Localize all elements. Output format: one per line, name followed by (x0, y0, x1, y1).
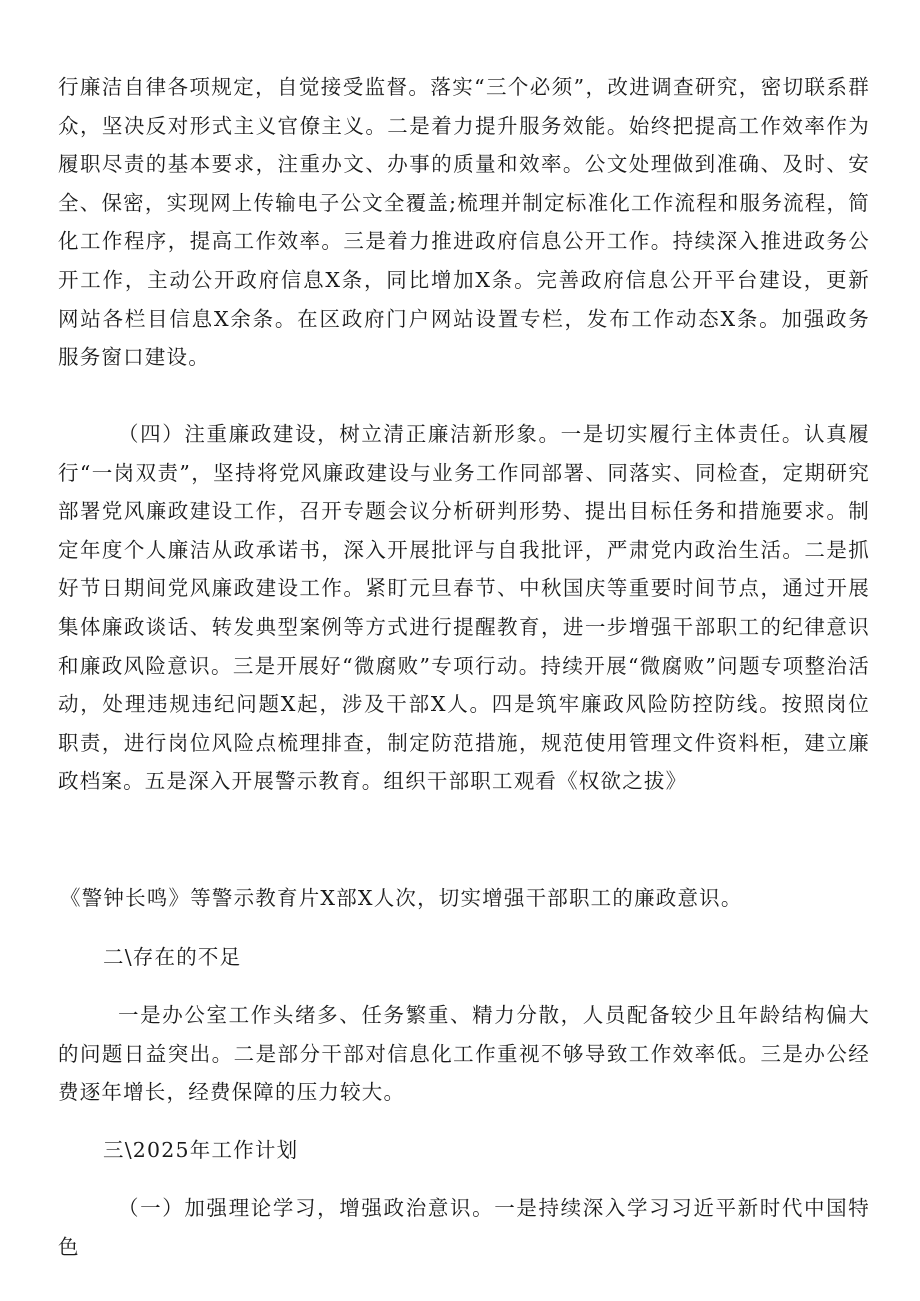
body-paragraph-warning-education: 《警钟长鸣》等警示教育片X部X人次，切实增强干部职工的廉政意识。 (60, 886, 743, 910)
body-paragraph-service-efficiency: 行廉洁自律各项规定，自觉接受监督。落实“三个必须”，改进调查研究，密切联系群众，坚决反对形式主义官僚主义。二是着力提升服务效能。始终把提高工作效率作为履职尽责的基本要求，注重办文、办事的质量和效率。公文处理做到准确、及时、安全、保密，实现网上传输电子公文全覆盖;梳理并制定标准化工作流程和服务流程，简化工作程序，提高工作效率。三是着力推进政府信息公开工作。持续深入推进政务公开工作，主动公开政府信息X条，同比增加X条。完善政府信息公开平台建设，更新网站各栏目信息X余条。在区政府门户网站设置专栏，发布工作动态X条。加强政务服务窗口建设。 (58, 75, 870, 370)
body-paragraph-theory-study: （一）加强理论学习，增强政治意识。一是持续深入学习习近平新时代中国特色 (58, 1196, 870, 1259)
body-paragraph-shortcomings: 一是办公室工作头绪多、任务繁重、精力分散，人员配备较少且年龄结构偏大的问题日益突出。二是部分干部对信息化工作重视不够导致工作效率低。三是办公经费逐年增长，经费保障的压力较大。 (58, 1003, 870, 1105)
section-heading-shortcomings: 二\存在的不足 (103, 945, 242, 969)
section-heading-work-plan: 三\2025年工作计划 (103, 1138, 299, 1162)
body-paragraph-integrity-building: （四）注重廉政建设，树立清正廉洁新形象。一是切实履行主体责任。认真履行“一岗双责”，坚持将党风廉政建设与业务工作同部署、同落实、同检查，定期研究部署党风廉政建设工作，召开专题会议分析研判形势、提出目标任务和措施要求。制定年度个人廉洁从政承诺书，深入开展批评与自我批评，严肃党内政治生活。二是抓好节日期间党风廉政建设工作。紧盯元旦春节、中秋国庆等重要时间节点，通过开展集体廉政谈话、转发典型案例等方式进行提醒教育，进一步增强干部职工的纪律意识和廉政风险意识。三是开展好“微腐败”专项行动。持续开展“微腐败”问题专项整治活动，处理违规违纪问题X起，涉及干部X人。四是筑牢廉政风险防控防线。按照岗位职责，进行岗位风险点梳理排查，制定防范措施，规范使用管理文件资料柜，建立廉政档案。五是深入开展警示教育。组织干部职工观看《权欲之拔》 (58, 422, 870, 794)
